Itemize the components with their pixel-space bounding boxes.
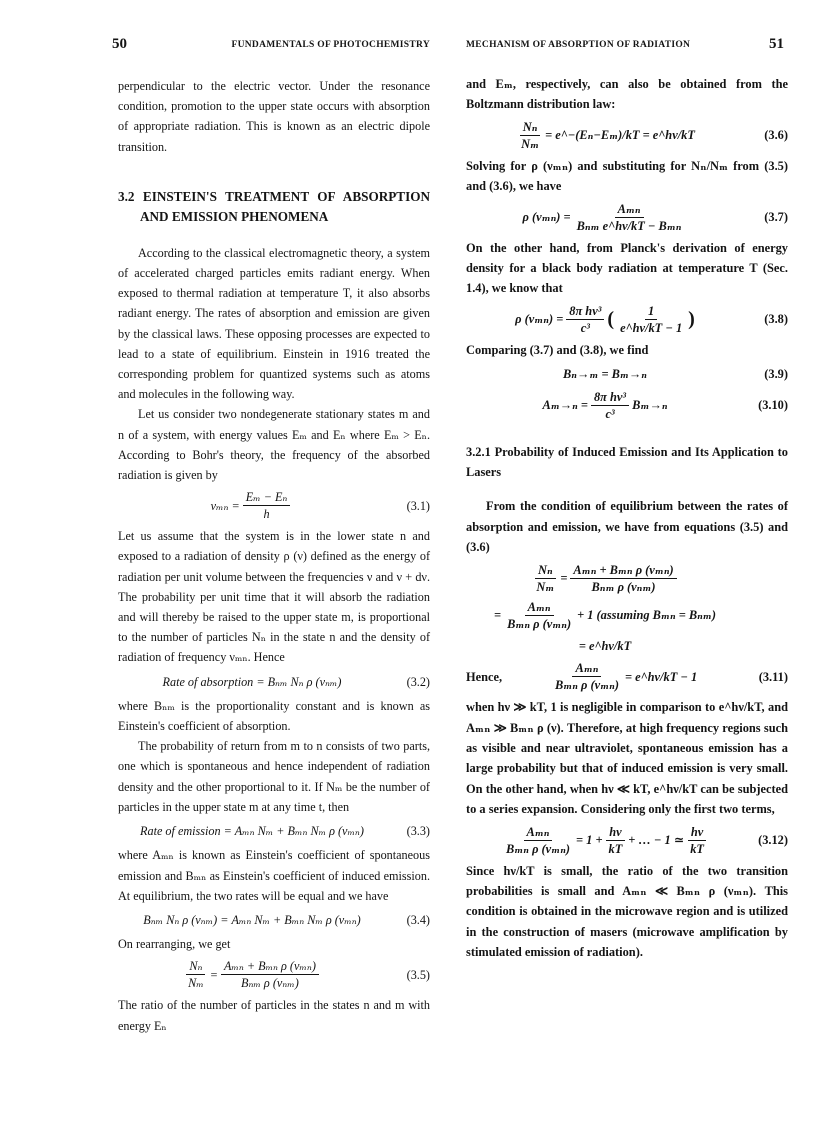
equation-3-5: $\frac{\text{Nₙ}}{\text{Nₘ}}$ = $\frac{\text{Aₘₙ + Bₘₙ ρ (νₘₙ)}}{\text{Bₙₘ ρ (νₙₘ)}}$ (3.5) — [118, 958, 430, 991]
denominator: c³ — [605, 406, 615, 421]
eq-lhs: ρ (νₘₙ) = — [515, 312, 564, 327]
equation-number: (3.12) — [758, 832, 788, 847]
fraction — [221, 958, 319, 991]
numerator: Aₘₙ + Bₘₙ ρ (νₘₙ) — [570, 562, 676, 579]
equation-3-2 — [118, 672, 430, 692]
paragraph: when hν ≫ kT, 1 is negligible in comparison to e^hν/kT, and Aₘₙ ≫ Bₘₙ ρ (ν). Therefore, at high frequency regions such as visible and near ultraviolet, spontaneous emission has a large probability but that of induced emission is very small. On the other hand, when hν ≪ kT, e^hν/kT can be subjected to a series expansion. Considering only the first two terms, — [466, 700, 788, 817]
running-head: MECHANISM OF ABSORPTION OF RADIATION — [466, 40, 691, 50]
paragraph: and Eₘ, respectively, can also be obtained from the Boltzmann distribution law: — [466, 77, 788, 112]
denominator: Bₘₙ ρ (νₘₙ) — [507, 616, 572, 631]
paragraph: Solving for ρ (νₘₙ) and substituting for Nₙ/Nₘ from (3.5) and (3.6), we have — [466, 158, 788, 194]
eq-text: Bₙₘ Nₙ ρ (νₙₘ) = Aₘₙ Nₘ + Bₘₙ Nₘ ρ (νₘₙ) — [143, 912, 361, 927]
numerator: hν — [606, 824, 624, 841]
denominator: Nₘ — [536, 579, 555, 594]
paragraph: The ratio of the number of particles in the states n and m with energy Eₙ — [118, 998, 430, 1033]
paragraph: Comparing (3.7) and (3.8), we find — [466, 342, 649, 357]
equation-number: (3.6) — [764, 128, 788, 143]
equation-3-12: $\frac{\text{Aₘₙ}}{\text{Bₘₙ ρ (νₘₙ)}}$ = 1 + $\frac{h\nu}{kT}$ + … − 1 ≃ $\frac{h\nu}{kT}$ (3.12) — [466, 824, 788, 857]
paragraph: On rearranging, we get — [118, 937, 231, 952]
denominator: Bₙₘ e^hν/kT − Bₘₙ — [576, 218, 682, 233]
numerator: Nₙ — [186, 958, 205, 975]
section-title: 3.2 EINSTEIN'S TREATMENT OF ABSORPTION AND EMISSION PHENOMENA — [118, 188, 430, 224]
fraction — [591, 389, 629, 422]
equation-3-6 — [466, 119, 788, 152]
denominator: Nₘ — [188, 976, 204, 991]
numerator: 8π hν³ — [566, 303, 604, 320]
eq-lead: Hence, — [466, 669, 503, 684]
fraction — [504, 599, 574, 632]
numerator: hν — [688, 824, 706, 841]
paragraph: The probability of return from m to n consists of two parts, one which is spontaneous and hence independent of radiation density and the other proportional to it. If Nₘ be the number of particles in the upper state m at any time t, then — [118, 739, 430, 814]
equation-number: (3.9) — [764, 367, 788, 382]
paragraph: perpendicular to the electric vector. Under the resonance condition, promotion to the upper state occurs with absorption of appropriate radiation. This is known as an electric dipole transition. — [118, 79, 430, 154]
denominator: c³ — [580, 320, 590, 335]
equation-number: (3.11) — [758, 669, 788, 684]
fraction — [518, 119, 542, 152]
denominator: kT — [608, 841, 623, 856]
paragraph: From the condition of equilibrium between the rates of absorption and emission, we have from equations (3.5) and (3.6) — [466, 499, 788, 555]
fraction — [552, 660, 622, 693]
equation-number: (3.3) — [406, 824, 430, 839]
eq-text: Rate of emission = Aₘₙ Nₘ + Bₘₙ Nₘ ρ (νₘₙ) — [140, 824, 364, 839]
numerator: Nₙ — [535, 562, 556, 579]
eq-rhs: = e^hν/kT − 1 — [624, 669, 698, 684]
fraction — [566, 303, 604, 336]
equation-derivation-a: $\frac{\text{Nₙ}}{\text{Nₘ}}$ = $\frac{\text{Aₘₙ + Bₘₙ ρ (νₘₙ)}}{\text{Bₙₘ ρ (νₙₘ)}}$ — [466, 562, 788, 595]
denominator: e^hν/kT − 1 — [620, 320, 683, 335]
numerator: Aₘₙ — [524, 824, 553, 841]
denominator: h — [263, 507, 270, 522]
running-head: FUNDAMENTALS OF PHOTOCHEMISTRY — [231, 40, 430, 50]
fraction — [574, 201, 685, 234]
numerator: Aₘₙ + Bₘₙ ρ (νₘₙ) — [221, 958, 319, 975]
equation-3-4 — [118, 910, 430, 930]
right-text-flow — [466, 74, 788, 963]
denominator: Bₘₙ ρ (νₘₙ) — [506, 841, 570, 856]
left-text-flow — [118, 76, 430, 1036]
page-number: 50 — [112, 36, 127, 52]
equation-number: (3.7) — [764, 209, 788, 224]
denominator: Bₙₘ ρ (νₙₘ) — [591, 579, 656, 594]
equation-3-1 — [118, 489, 430, 522]
paragraph: where Aₘₙ is known as Einstein's coefficient of spontaneous emission and Bₘₙ as Einstein's coefficient of induced emission. At equilibrium, the two rates will be equal and we have — [118, 848, 430, 903]
numerator: 8π hν³ — [591, 389, 629, 406]
equation-derivation-c — [466, 636, 788, 656]
fraction — [606, 824, 626, 857]
equation-3-7 — [466, 201, 788, 234]
equation-3-8: ρ (νₘₙ) = $\frac{\text{8π hν³}}{\text{c³}}$ ( $\frac{1}{e\^{}h\nu/kT - 1}$ ) (3.8) — [515, 303, 788, 335]
fraction — [503, 824, 573, 857]
eq-lhs: νₘₙ = — [210, 498, 240, 513]
equation-number: (3.8) — [764, 312, 788, 327]
fraction — [243, 489, 291, 522]
denominator: Bₘₙ ρ (νₘₙ) — [554, 678, 619, 693]
numerator: Aₘₙ — [572, 660, 601, 677]
eq-text: Bₙ→ₘ = Bₘ→ₙ — [563, 367, 647, 382]
equation-number: (3.10) — [758, 397, 788, 412]
eq-lhs: ρ (νₘₙ) = — [522, 209, 571, 224]
equation-number: (3.2) — [406, 674, 430, 689]
equation-3-11 — [466, 660, 788, 693]
paragraph: According to the classical electromagnetic theory, a system of accelerated charged particles emits radiant energy. When exposed to thermal radiation at temperature T, it also absorbs radiant energy. The rates of absorption and emission are given by the classical laws. These opposing processes are expected to lead to a state of equilibrium. Einstein in 1916 treated the corresponding problem for quantized systems such as atoms and molecules in the following way. — [118, 245, 430, 402]
fraction — [185, 958, 207, 991]
numerator: Aₘₙ — [615, 201, 644, 218]
equation-3-9 — [466, 364, 788, 384]
paragraph: Let us assume that the system is in the lower state n and exposed to a radiation of density ρ (ν) defined as the energy of radiation per unit volume between the frequencies ν and ν + dν. The probability per unit time that it will absorb the radiation and will thereby be raised to the upper state m, is proportional to the number of particles Nₙ in the state n and the density of radiation of frequency νₘₙ. Hence — [118, 529, 430, 665]
paragraph: Let us consider two nondegenerate stationary states m and n of a system, with energy values Eₘ and Eₙ where Eₘ > Eₙ. According to Bohr's theory, the frequency of the absorbed radiation is given by — [118, 407, 430, 483]
right-page — [466, 36, 788, 1036]
eq-text: = e^hν/kT — [578, 638, 632, 653]
numerator: Nₙ — [520, 119, 541, 136]
equation-3-3 — [118, 821, 430, 841]
denominator: Nₘ — [521, 136, 540, 151]
eq-text: Rate of absorption = Bₙₘ Nₙ ρ (νₙₘ) — [162, 674, 342, 689]
equation-number: (3.5) — [406, 967, 430, 982]
numerator: Eₘ − Eₙ — [243, 489, 291, 506]
eq-lhs: Aₘ→ₙ = — [542, 397, 588, 412]
equation-derivation-b: = $\frac{\text{Aₘₙ}}{\text{Bₘₙ ρ (νₘₙ)}}$ + 1 (assuming Bₘₙ = Bₙₘ) — [494, 599, 716, 631]
eq-rhs: = e^−(Eₙ−Eₘ)/kT = e^hν/kT — [545, 128, 695, 143]
page-number: 51 — [769, 36, 784, 52]
fraction — [570, 562, 676, 595]
eq-rhs: Bₘ→ₙ — [632, 397, 668, 412]
eq-rhs: + 1 (assuming Bₘₙ = Bₙₘ) — [577, 607, 716, 622]
paragraph: where Bₙₘ is the proportionality constant and is known as Einstein's coefficient of absorption. — [118, 698, 430, 734]
numerator: Aₘₙ — [525, 599, 554, 616]
equation-number: (3.4) — [406, 912, 430, 927]
fraction — [687, 824, 707, 857]
equation-3-10 — [466, 389, 788, 422]
left-page — [112, 36, 430, 1036]
paragraph: On the other hand, from Planck's derivation of energy density for a black body radiation at temperature T (Sec. 1.4), we know that — [466, 240, 788, 296]
fraction — [533, 562, 557, 595]
paragraph: Since hν/kT is small, the ratio of the two transition probabilities is small and Aₘₙ ≪ Bₘₙ ρ (νₘₙ). This condition is obtained in the microwave region and is utilized in the construction of masers (microwave amplification by stimulated emission of radiation). — [466, 863, 788, 960]
equation-number: (3.1) — [406, 498, 430, 513]
numerator: 1 — [645, 303, 657, 320]
denominator: Bₙₘ ρ (νₙₘ) — [241, 976, 299, 991]
subsection-title: 3.2.1 Probability of Induced Emission and Its Application to Lasers — [466, 444, 788, 480]
denominator: kT — [690, 841, 704, 856]
fraction — [617, 303, 685, 336]
